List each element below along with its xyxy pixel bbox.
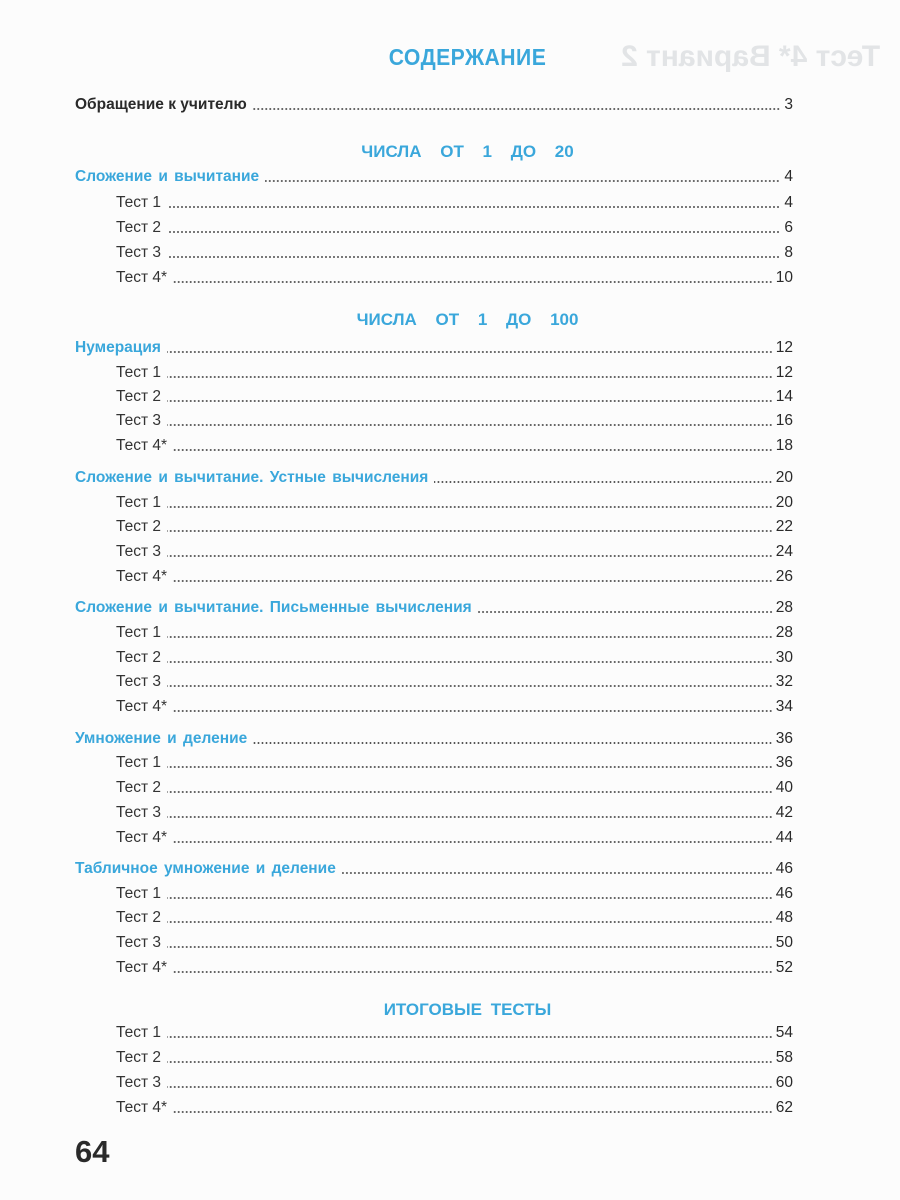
dot-leader	[167, 230, 780, 234]
toc-test[interactable]	[116, 694, 793, 716]
toc-test[interactable]	[116, 490, 793, 512]
dot-leader	[434, 480, 772, 484]
toc-test-label: Тест 1	[116, 754, 161, 771]
toc-test[interactable]	[116, 215, 793, 237]
toc-test-page: 48	[775, 909, 793, 926]
toc-section-label: Сложение и вычитание	[75, 168, 260, 185]
dot-leader	[173, 970, 773, 974]
dot-leader	[167, 423, 773, 427]
toc-test-page: 8	[784, 244, 793, 261]
toc-test-page: 28	[775, 624, 793, 641]
toc-test-label: Тест 4*	[116, 829, 168, 846]
toc-test-label: Тест 1	[116, 1024, 161, 1041]
toc-test-label: Тест 3	[116, 934, 161, 951]
toc-test-label: Тест 2	[116, 1049, 161, 1066]
dot-leader	[173, 1110, 773, 1114]
toc-test-page: 52	[775, 959, 793, 976]
dot-leader	[167, 375, 773, 379]
toc-section-label: Сложение и вычитание. Письменные вычисления	[75, 599, 472, 616]
toc-test-page: 4	[784, 194, 793, 211]
dot-leader	[478, 610, 773, 614]
dot-leader	[173, 448, 773, 452]
toc-test-label: Тест 3	[116, 804, 161, 821]
toc-test-page: 22	[775, 518, 793, 535]
toc-test-page: 14	[775, 388, 793, 405]
toc-test-label: Тест 4*	[116, 698, 168, 715]
toc-section[interactable]	[75, 856, 793, 878]
toc-test-page: 24	[775, 543, 793, 560]
dot-leader	[173, 840, 773, 844]
toc-section[interactable]	[75, 164, 793, 186]
toc-section-page: 4	[784, 168, 793, 185]
toc-test[interactable]	[116, 930, 793, 952]
toc-test[interactable]	[116, 750, 793, 772]
toc-test[interactable]	[116, 881, 793, 903]
toc-test-label: Тест 4*	[116, 959, 168, 976]
dot-leader	[167, 920, 773, 924]
toc-test[interactable]	[116, 240, 793, 262]
toc-section-label: Умножение и деление	[75, 730, 248, 747]
toc-section[interactable]	[75, 335, 793, 357]
toc-test-page: 26	[775, 568, 793, 585]
dot-leader	[173, 579, 773, 583]
dot-leader	[167, 255, 780, 259]
toc-test[interactable]	[116, 905, 793, 927]
toc-test-label: Тест 4*	[116, 1099, 168, 1116]
toc-test-page: 54	[775, 1024, 793, 1041]
toc-section-page: 46	[775, 860, 793, 877]
toc-test[interactable]	[116, 775, 793, 797]
toc-test[interactable]	[116, 539, 793, 561]
toc-test-page: 50	[775, 934, 793, 951]
toc-test[interactable]	[116, 433, 793, 455]
dot-leader	[167, 896, 773, 900]
toc-test[interactable]	[116, 564, 793, 586]
toc-test[interactable]	[116, 669, 793, 691]
toc-test-page: 62	[775, 1099, 793, 1116]
toc-test[interactable]	[116, 190, 793, 212]
toc-test-page: 36	[775, 754, 793, 771]
toc-test-page: 58	[775, 1049, 793, 1066]
dot-leader	[167, 815, 773, 819]
toc-test[interactable]	[116, 265, 793, 287]
dot-leader	[265, 179, 780, 183]
toc-section-label: Нумерация	[75, 339, 161, 356]
toc-test-page: 18	[775, 437, 793, 454]
toc-test-label: Тест 2	[116, 909, 161, 926]
toc-test-label: Тест 4*	[116, 568, 168, 585]
toc-test-label: Тест 1	[116, 494, 161, 511]
dot-leader	[167, 684, 773, 688]
toc-section-label: Табличное умножение и деление	[75, 860, 336, 877]
toc-test-label: Тест 4*	[116, 269, 168, 286]
dot-leader	[173, 709, 773, 713]
page-number: 64	[75, 1134, 110, 1169]
toc-test[interactable]	[116, 1095, 793, 1117]
toc-test[interactable]	[116, 384, 793, 406]
toc-test-page: 6	[784, 219, 793, 236]
toc-test[interactable]	[116, 1020, 793, 1042]
toc-entry-intro[interactable]	[75, 92, 793, 114]
toc-test-label: Тест 1	[116, 624, 161, 641]
page-title: СОДЕРЖАНИЕ	[388, 44, 547, 70]
toc-entry-label: Обращение к учителю	[75, 96, 247, 113]
dot-leader	[167, 945, 773, 949]
toc-test[interactable]	[116, 1045, 793, 1067]
dot-leader	[167, 660, 773, 664]
toc-test[interactable]	[116, 1070, 793, 1092]
toc-section-page: 36	[775, 730, 793, 747]
toc-section-page: 12	[775, 339, 793, 356]
part-heading: ИТОГОВЫЕ ТЕСТЫ	[383, 1000, 552, 1019]
toc-section-page: 28	[775, 599, 793, 616]
toc-test-label: Тест 3	[116, 1074, 161, 1091]
dot-leader	[167, 529, 773, 533]
toc-test-label: Тест 3	[116, 673, 161, 690]
toc-test-page: 60	[775, 1074, 793, 1091]
toc-test-label: Тест 2	[116, 388, 161, 405]
toc-test-page: 46	[775, 885, 793, 902]
dot-leader	[167, 1035, 773, 1039]
toc-test-page: 32	[775, 673, 793, 690]
dot-leader	[167, 1085, 773, 1089]
toc-section-label: Сложение и вычитание. Устные вычисления	[75, 469, 429, 486]
toc-section[interactable]	[75, 595, 793, 617]
toc-test[interactable]	[116, 645, 793, 667]
dot-leader	[173, 280, 773, 284]
toc-section[interactable]	[75, 465, 793, 487]
toc-test-page: 12	[775, 364, 793, 381]
toc-test[interactable]	[116, 360, 793, 382]
dot-leader	[167, 505, 773, 509]
toc-test-label: Тест 2	[116, 219, 161, 236]
toc-test-page: 30	[775, 649, 793, 666]
bleed-through-text: Тест 4* Вариант 2	[620, 40, 880, 73]
toc-test-page: 20	[775, 494, 793, 511]
toc-test-label: Тест 3	[116, 543, 161, 560]
toc-test[interactable]	[116, 800, 793, 822]
dot-leader	[167, 765, 773, 769]
toc-section[interactable]	[75, 726, 793, 748]
toc-test-page: 40	[775, 779, 793, 796]
toc-test-page: 10	[775, 269, 793, 286]
toc-test-page: 16	[775, 412, 793, 429]
toc-test[interactable]	[116, 514, 793, 536]
toc-test[interactable]	[116, 955, 793, 977]
dot-leader	[167, 399, 773, 403]
toc-test-label: Тест 3	[116, 412, 161, 429]
toc-test-page: 42	[775, 804, 793, 821]
toc-test-label: Тест 2	[116, 518, 161, 535]
toc-test-label: Тест 2	[116, 649, 161, 666]
toc-test-label: Тест 1	[116, 885, 161, 902]
dot-leader	[167, 1060, 773, 1064]
toc-test-page: 34	[775, 698, 793, 715]
toc-section-page: 20	[775, 469, 793, 486]
toc-test-page: 44	[775, 829, 793, 846]
dot-leader	[167, 790, 773, 794]
dot-leader	[342, 871, 773, 875]
toc-entry-page: 3	[784, 96, 793, 113]
dot-leader	[253, 741, 772, 745]
toc-test-label: Тест 1	[116, 194, 161, 211]
dot-leader	[167, 554, 773, 558]
toc-test-label: Тест 1	[116, 364, 161, 381]
part-heading: ЧИСЛА ОТ 1 ДО 20	[361, 142, 574, 161]
toc-test-label: Тест 4*	[116, 437, 168, 454]
toc-test-label: Тест 2	[116, 779, 161, 796]
part-heading: ЧИСЛА ОТ 1 ДО 100	[356, 310, 579, 329]
toc-test[interactable]	[116, 408, 793, 430]
toc-test[interactable]	[116, 825, 793, 847]
toc-test-label: Тест 3	[116, 244, 161, 261]
dot-leader	[167, 350, 773, 354]
dot-leader	[253, 107, 780, 111]
dot-leader	[167, 205, 780, 209]
toc-test[interactable]	[116, 620, 793, 642]
dot-leader	[167, 635, 773, 639]
